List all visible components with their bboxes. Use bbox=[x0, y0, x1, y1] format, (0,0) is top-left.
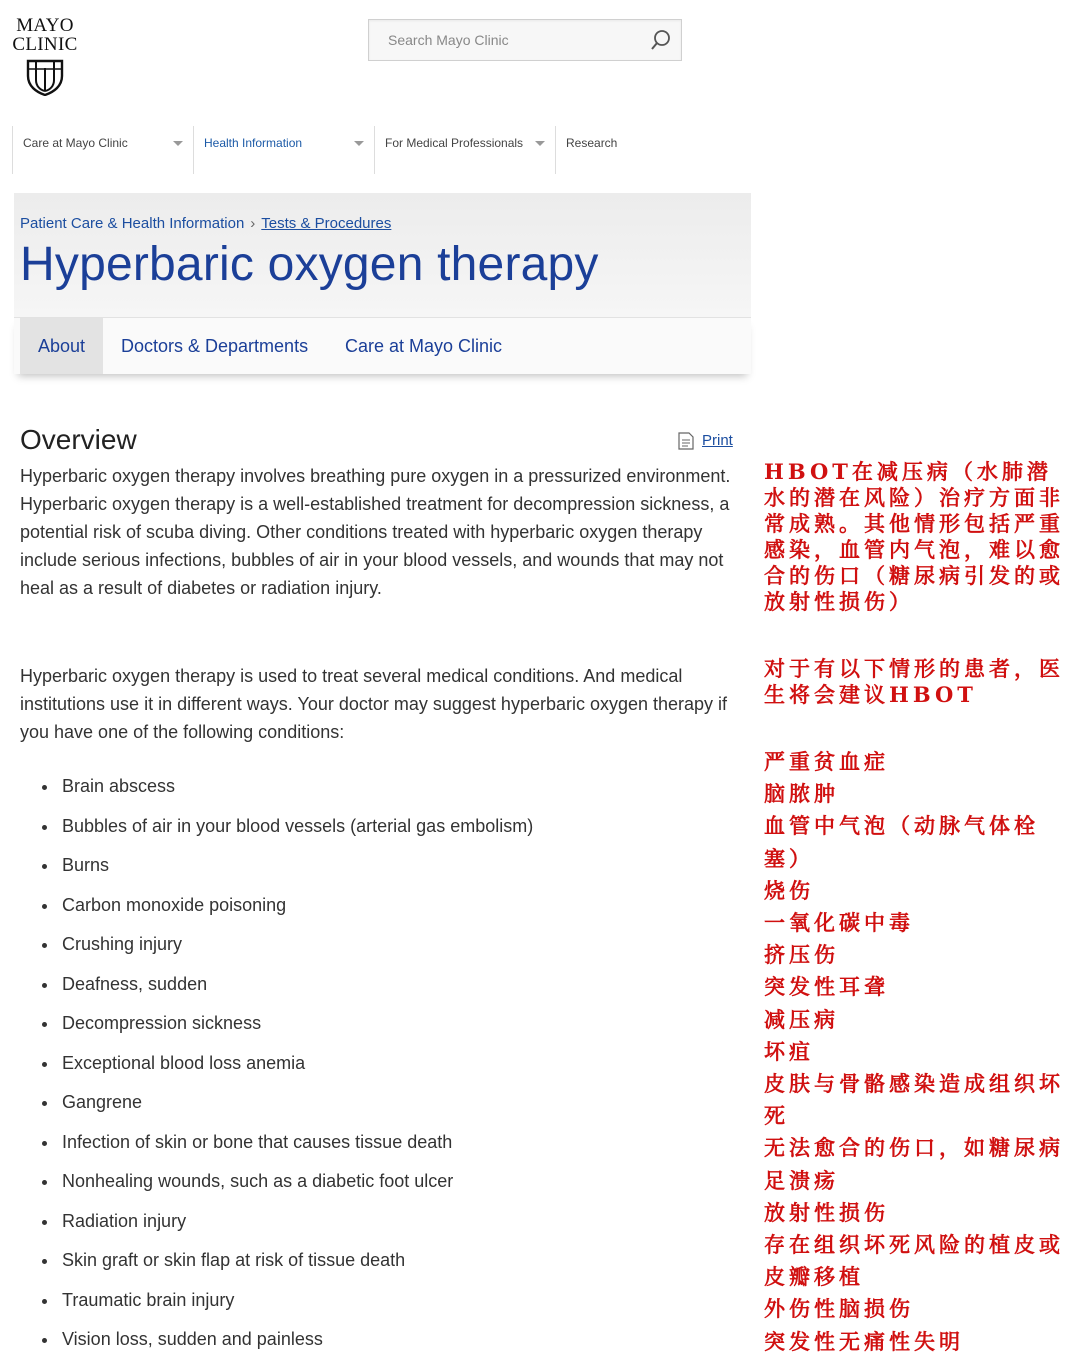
list-item: Vision loss, sudden and painless bbox=[42, 1320, 533, 1360]
nav-item-label: For Medical Professionals bbox=[385, 136, 524, 150]
chevron-down-icon bbox=[535, 141, 545, 146]
annotation-list-item: 挤压伤 bbox=[764, 942, 839, 968]
nav-item-care-at-mayo-clinic[interactable] bbox=[12, 126, 193, 174]
breadcrumb bbox=[20, 215, 391, 232]
print-label: Print bbox=[702, 432, 733, 449]
list-item: Deafness, sudden bbox=[42, 965, 533, 1005]
annotation-list-item: 外伤性脑损伤 bbox=[764, 1296, 914, 1322]
annotation-list-item: 存在组织坏死风险的植皮或皮瓣移植 bbox=[764, 1232, 1064, 1290]
nav-item-label: Care at Mayo Clinic bbox=[23, 136, 128, 150]
search-box bbox=[368, 19, 682, 61]
list-item: Exceptional blood loss anemia bbox=[42, 1044, 533, 1084]
page-header bbox=[14, 193, 751, 317]
nav-item-health-information[interactable] bbox=[193, 126, 374, 174]
annotation-list-item: 一氧化碳中毒 bbox=[764, 910, 914, 936]
annotation-list-item: 坏疽 bbox=[764, 1038, 814, 1064]
mayo-shield-icon bbox=[22, 58, 68, 96]
tab-doctors-departments[interactable]: Doctors & Departments bbox=[121, 336, 309, 356]
search-icon[interactable] bbox=[649, 28, 673, 52]
list-item: Infection of skin or bone that causes tissue death bbox=[42, 1123, 533, 1163]
tab-care-at-mayo-clinic[interactable]: Care at Mayo Clinic bbox=[345, 336, 503, 356]
tab-about[interactable]: About bbox=[20, 318, 103, 374]
annotation-list-item: 脑脓肿 bbox=[764, 781, 839, 807]
annotation-list-item: 皮肤与骨骼感染造成组织坏死 bbox=[764, 1071, 1064, 1129]
list-item: Brain abscess bbox=[42, 767, 533, 807]
annotation-note-conditions: 对于有以下情形的患者，医生将会建议HBOT bbox=[764, 656, 1064, 707]
logo-line2: CLINIC bbox=[12, 34, 78, 55]
list-item: Gangrene bbox=[42, 1083, 533, 1123]
nav-item-label: Research bbox=[566, 136, 618, 150]
list-item: Bubbles of air in your blood vessels (arterial gas embolism) bbox=[42, 807, 533, 847]
annotation-list-item: 突发性耳聋 bbox=[764, 974, 889, 1000]
list-item: Nonhealing wounds, such as a diabetic foot ulcer bbox=[42, 1162, 533, 1202]
conditions-list bbox=[42, 767, 533, 1360]
list-item: Carbon monoxide poisoning bbox=[42, 886, 533, 926]
nav-item-for-medical-professionals[interactable] bbox=[374, 126, 555, 174]
list-item: Skin graft or skin flap at risk of tissue death bbox=[42, 1241, 533, 1281]
list-item: Crushing injury bbox=[42, 925, 533, 965]
nav-item-research[interactable] bbox=[555, 126, 675, 174]
overview-paragraph-1: Hyperbaric oxygen therapy involves breathing pure oxygen in a pressurized environment. Hyperbaric oxygen therapy is a well-established treatment for decompression sickness, a potential risk of scuba diving. Other conditions treated with hyperbaric oxygen therapy include serious infections, bubbles of air in your blood vessels, and wounds that may not heal as a result of diabetes or radiation injury. bbox=[20, 466, 731, 598]
annotation-list-item: 放射性损伤 bbox=[764, 1199, 889, 1225]
breadcrumb-root[interactable]: Patient Care & Health Information bbox=[20, 215, 245, 232]
section-heading-overview: Overview bbox=[20, 424, 137, 455]
page-title: Hyperbaric oxygen therapy bbox=[20, 238, 599, 291]
mayo-clinic-logo[interactable] bbox=[10, 16, 80, 96]
list-item: Decompression sickness bbox=[42, 1004, 533, 1044]
list-item: Radiation injury bbox=[42, 1202, 533, 1242]
content-tabs bbox=[14, 317, 751, 374]
annotation-list-item: 严重贫血症 bbox=[764, 749, 889, 774]
annotation-conditions-list bbox=[764, 746, 1076, 1358]
breadcrumb-separator: › bbox=[250, 215, 256, 232]
annotation-list-item: 血管中气泡（动脉气体栓塞） bbox=[764, 813, 1039, 871]
annotation-list-item: 减压病 bbox=[764, 1006, 839, 1032]
list-item: Traumatic brain injury bbox=[42, 1281, 533, 1321]
annotation-list-item: 突发性无痛性失明 bbox=[764, 1328, 964, 1354]
chevron-down-icon bbox=[173, 141, 183, 146]
annotation-list-item: 烧伤 bbox=[764, 877, 814, 903]
search-input[interactable] bbox=[369, 20, 639, 60]
nav-item-label: Health Information bbox=[204, 136, 303, 150]
print-link[interactable] bbox=[678, 432, 733, 449]
print-icon bbox=[678, 432, 694, 450]
logo-line1: MAYO bbox=[16, 15, 74, 36]
annotation-list-item: 无法愈合的伤口，如糖尿病足溃疡 bbox=[764, 1135, 1064, 1193]
breadcrumb-tests-procedures[interactable]: Tests & Procedures bbox=[261, 215, 392, 232]
chevron-down-icon bbox=[354, 141, 364, 146]
list-item: Burns bbox=[42, 846, 533, 886]
overview-paragraph-2: Hyperbaric oxygen therapy is used to treat several medical conditions. And medical institutions use it in different ways. Your doctor may suggest hyperbaric oxygen therapy if you have one of the following conditions: bbox=[20, 666, 728, 742]
annotation-note-overview: HBOT在减压病（水肺潜水的潜在风险）治疗方面非常成熟。其他情形包括严重感染，血管内气泡，难以愈合的伤口（糖尿病引发的或放射性损伤） bbox=[764, 459, 1064, 614]
